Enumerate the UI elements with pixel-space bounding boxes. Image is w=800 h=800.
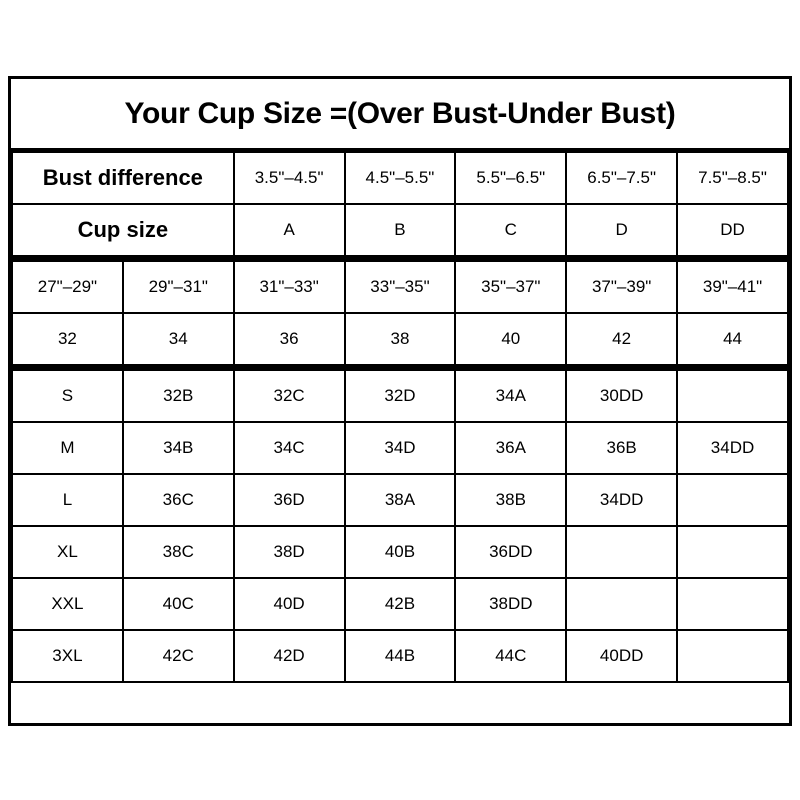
bust-difference-value-0: 3.5"–4.5" xyxy=(234,152,345,204)
underbust-value-5: 37"–39" xyxy=(566,261,677,313)
size-xxl-value-2: 42B xyxy=(345,578,456,630)
table-row xyxy=(12,204,788,256)
chart-title-row xyxy=(11,79,789,151)
size-l-value-0: 36C xyxy=(123,474,234,526)
cup-size-value-0: A xyxy=(234,204,345,256)
size-l-value-2: 38A xyxy=(345,474,456,526)
bust-difference-value-4: 7.5"–8.5" xyxy=(677,152,788,204)
table-row xyxy=(12,474,788,526)
size-label-xxl: XXL xyxy=(12,578,123,630)
band-size-value-0: 32 xyxy=(12,313,123,365)
bust-difference-value-2: 5.5"–6.5" xyxy=(455,152,566,204)
size-l-value-4: 34DD xyxy=(566,474,677,526)
size-xl-value-3: 36DD xyxy=(455,526,566,578)
size-label-3xl: 3XL xyxy=(12,630,123,682)
size-xl-value-0: 38C xyxy=(123,526,234,578)
underbust-value-3: 33"–35" xyxy=(345,261,456,313)
size-3xl-value-2: 44B xyxy=(345,630,456,682)
size-m-value-0: 34B xyxy=(123,422,234,474)
band-size-value-6: 44 xyxy=(677,313,788,365)
underbust-value-0: 27"–29" xyxy=(12,261,123,313)
size-3xl-value-0: 42C xyxy=(123,630,234,682)
table-row xyxy=(12,578,788,630)
size-m-value-1: 34C xyxy=(234,422,345,474)
cup-size-value-2: C xyxy=(455,204,566,256)
size-mapping-section xyxy=(11,369,789,683)
table-row xyxy=(12,152,788,204)
size-s-value-0: 32B xyxy=(123,370,234,422)
table-row xyxy=(12,261,788,313)
underbust-value-1: 29"–31" xyxy=(123,261,234,313)
size-xl-value-1: 38D xyxy=(234,526,345,578)
table-row xyxy=(12,422,788,474)
size-3xl-value-3: 44C xyxy=(455,630,566,682)
cup-size-value-1: B xyxy=(345,204,456,256)
size-s-value-4: 30DD xyxy=(566,370,677,422)
size-m-value-2: 34D xyxy=(345,422,456,474)
size-xxl-value-1: 40D xyxy=(234,578,345,630)
underbust-value-6: 39"–41" xyxy=(677,261,788,313)
table-row xyxy=(12,313,788,365)
band-size-value-5: 42 xyxy=(566,313,677,365)
table-row xyxy=(12,370,788,422)
underbust-value-4: 35"–37" xyxy=(455,261,566,313)
bust-difference-value-1: 4.5"–5.5" xyxy=(345,152,456,204)
size-l-value-5 xyxy=(677,474,788,526)
band-size-value-4: 40 xyxy=(455,313,566,365)
size-xxl-value-0: 40C xyxy=(123,578,234,630)
cup-size-section xyxy=(11,151,789,257)
page-title: Your Cup Size =(Over Bust-Under Bust) xyxy=(124,96,676,130)
size-label-s: S xyxy=(12,370,123,422)
bust-difference-value-3: 6.5"–7.5" xyxy=(566,152,677,204)
cup-size-value-4: DD xyxy=(677,204,788,256)
table-row xyxy=(12,630,788,682)
size-3xl-value-1: 42D xyxy=(234,630,345,682)
size-xl-value-4 xyxy=(566,526,677,578)
size-s-value-2: 32D xyxy=(345,370,456,422)
size-xxl-value-4 xyxy=(566,578,677,630)
size-s-value-5 xyxy=(677,370,788,422)
size-xl-value-5 xyxy=(677,526,788,578)
size-xxl-value-5 xyxy=(677,578,788,630)
underbust-value-2: 31"–33" xyxy=(234,261,345,313)
table-row xyxy=(12,526,788,578)
size-label-xl: XL xyxy=(12,526,123,578)
size-s-value-1: 32C xyxy=(234,370,345,422)
size-chart-frame xyxy=(8,76,792,726)
size-xl-value-2: 40B xyxy=(345,526,456,578)
size-m-value-5: 34DD xyxy=(677,422,788,474)
band-size-value-3: 38 xyxy=(345,313,456,365)
band-size-value-1: 34 xyxy=(123,313,234,365)
size-xxl-value-3: 38DD xyxy=(455,578,566,630)
band-size-section xyxy=(11,260,789,366)
size-label-m: M xyxy=(12,422,123,474)
cup-size-label: Cup size xyxy=(12,204,234,256)
size-m-value-3: 36A xyxy=(455,422,566,474)
size-s-value-3: 34A xyxy=(455,370,566,422)
size-l-value-3: 38B xyxy=(455,474,566,526)
size-3xl-value-5 xyxy=(677,630,788,682)
size-3xl-value-4: 40DD xyxy=(566,630,677,682)
cup-size-value-3: D xyxy=(566,204,677,256)
size-l-value-1: 36D xyxy=(234,474,345,526)
bust-difference-label: Bust difference xyxy=(12,152,234,204)
size-label-l: L xyxy=(12,474,123,526)
size-m-value-4: 36B xyxy=(566,422,677,474)
band-size-value-2: 36 xyxy=(234,313,345,365)
